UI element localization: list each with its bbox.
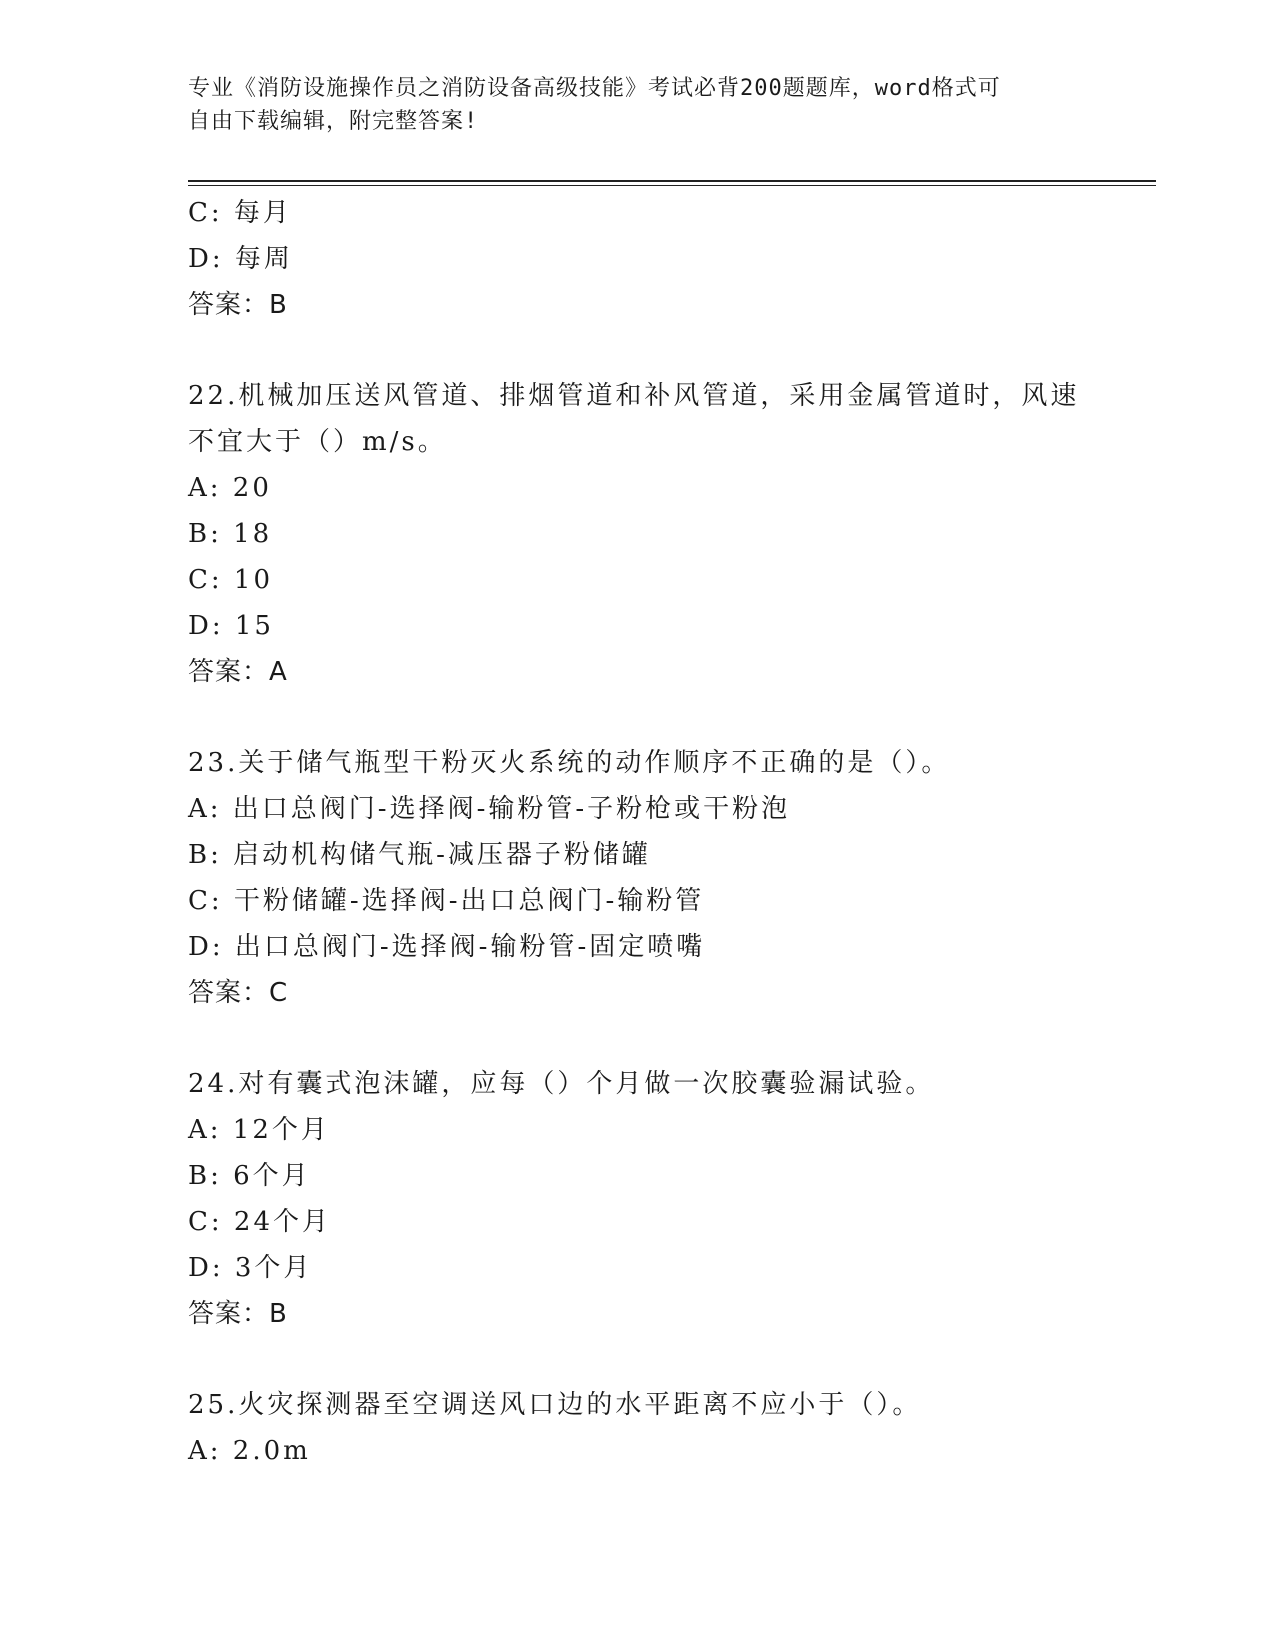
- q24-option-a: A: 12个月: [188, 1115, 330, 1145]
- q23-option-b: B: 启动机构储气瓶-减压器子粉储罐: [188, 840, 651, 870]
- q22-option-a: A: 20: [188, 473, 272, 503]
- q22-option-b: B: 18: [188, 519, 273, 549]
- header-title-line-1: 专业《消防设施操作员之消防设备高级技能》考试必背200题题库，word格式可: [188, 76, 1001, 101]
- question-22-line-2: 不宜大于（）m/s。: [188, 427, 447, 457]
- document-body: [188, 190, 1088, 1474]
- q24-option-b: B: 6个月: [188, 1161, 311, 1191]
- header-title-line-2: 自由下载编辑，附完整答案!: [188, 109, 479, 134]
- option-d: D: 每周: [188, 244, 293, 274]
- q24-option-d: D: 3个月: [188, 1253, 313, 1283]
- q23-answer: 答案：C: [188, 978, 289, 1008]
- header-divider: [188, 180, 1156, 182]
- question-25-text: 25.火灾探测器至空调送风口边的水平距离不应小于（）。: [188, 1390, 922, 1420]
- q22-answer: 答案：A: [188, 657, 288, 687]
- q22-option-c: C: 10: [188, 565, 274, 595]
- q25-option-a: A: 2.0m: [188, 1436, 311, 1466]
- q23-option-c: C: 干粉储罐-选择阀-出口总阀门-输粉管: [188, 886, 705, 916]
- q24-answer: 答案：B: [188, 1299, 288, 1329]
- question-22-text: [188, 373, 1088, 465]
- question-22-line-1: 22.机械加压送风管道、排烟管道和补风管道，采用金属管道时，风速: [188, 381, 1080, 411]
- q23-option-a: A: 出口总阀门-选择阀-输粉管-子粉枪或干粉泡: [188, 794, 791, 824]
- answer-line: 答案：B: [188, 290, 288, 320]
- option-c: C: 每月: [188, 198, 292, 228]
- question-23-text: 23.关于储气瓶型干粉灭火系统的动作顺序不正确的是（）。: [188, 748, 951, 778]
- q24-option-c: C: 24个月: [188, 1207, 332, 1237]
- question-24-text: 24.对有囊式泡沫罐，应每（）个月做一次胶囊验漏试验。: [188, 1069, 935, 1099]
- q22-option-d: D: 15: [188, 611, 274, 641]
- header-divider-thin: [188, 185, 1156, 186]
- document-header: [188, 72, 1088, 138]
- q23-option-d: D: 出口总阀门-选择阀-输粉管-固定喷嘴: [188, 932, 706, 962]
